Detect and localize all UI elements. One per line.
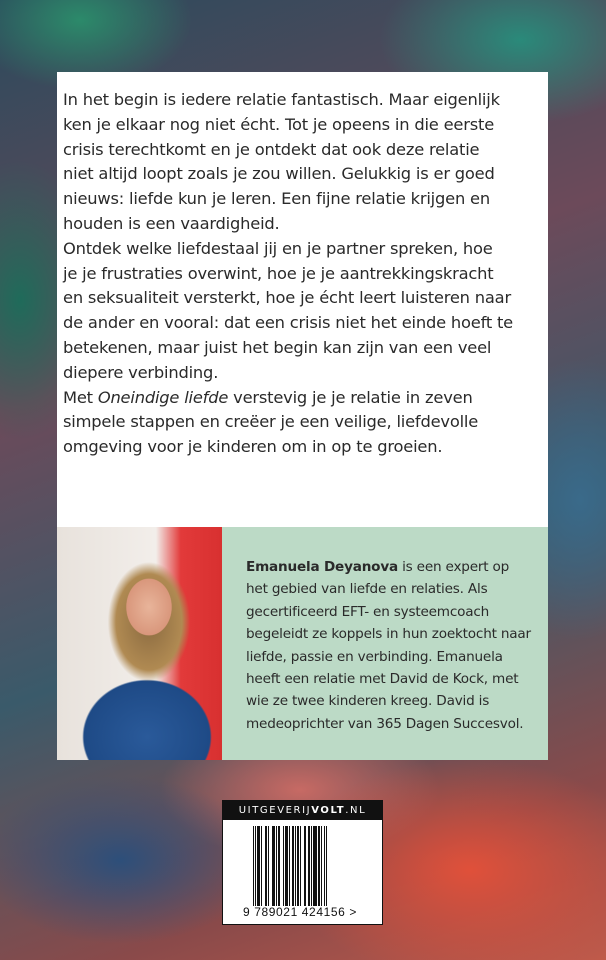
blurb-line: omgeving voor je kinderen om in op te groeien.: [63, 437, 443, 457]
blurb-line: houden is een vaardigheid.: [63, 213, 280, 233]
bio-line: liefde, passie en verbinding. Emanuela: [246, 648, 503, 665]
bio-line: het gebied van liefde en relaties. Als: [246, 581, 488, 598]
blurb-line: de ander en vooral: dat een crisis niet het einde hoeft te: [63, 313, 513, 333]
blurb-line: nieuws: liefde kun je leren. Een fijne relatie krijgen en: [63, 189, 490, 209]
blurb-line: In het begin is iedere relatie fantastisch. Maar eigenlijk: [63, 90, 500, 109]
bio-line: medeoprichter van 365 Dagen Succesvol.: [246, 715, 524, 732]
text: UITGEVERIJ: [238, 805, 312, 816]
publisher-url: [223, 801, 382, 820]
blurb-line: simpele stappen en creëer je een veilige, liefdevolle: [63, 412, 479, 432]
blurb-line: betekenen, maar juist het begin kan zijn van een veel: [63, 337, 492, 357]
text: .NL: [345, 805, 367, 816]
bio-line: gecertificeerd EFT- en systeemcoach: [246, 603, 490, 620]
bio-line: [246, 556, 531, 578]
author-photo: [57, 527, 222, 760]
book-title: Oneindige liefde: [97, 387, 229, 407]
text: Met: [63, 387, 98, 407]
bio-line: wie ze twee kinderen kreeg. David is: [246, 693, 490, 710]
author-bio: [246, 556, 531, 735]
blurb-text: [63, 88, 513, 460]
blurb-line: [63, 386, 513, 411]
author-name: Emanuela Deyanova: [246, 559, 398, 575]
blurb-line: Ontdek welke liefdestaal jij en je partner spreken, hoe: [63, 238, 493, 258]
barcode-bar: [327, 826, 328, 906]
blurb-line: je je frustraties overwint, hoe je je aantrekkingskracht: [63, 263, 494, 283]
isbn-number: 9 789021 424156 >: [243, 905, 357, 919]
barcode: [253, 826, 357, 906]
blurb-line: ken je elkaar nog niet écht. Tot je opeens in die eerste: [63, 114, 495, 134]
bio-line: begeleidt ze koppels in hun zoektocht naar: [246, 626, 531, 643]
blurb-line: en seksualiteit versterkt, hoe je écht leert luisteren naar: [63, 288, 511, 308]
text: VOLT: [311, 805, 346, 816]
blurb-line: niet altijd loopt zoals je zou willen. Gelukkig is er goed: [63, 164, 495, 184]
text: is een expert op: [397, 559, 510, 575]
blurb-line: diepere verbinding.: [63, 362, 219, 382]
text: verstevig je je relatie in zeven: [228, 387, 473, 407]
bio-line: heeft een relatie met David de Kock, met: [246, 670, 519, 687]
blurb-line: crisis terechtkomt en je ontdekt dat ook deze relatie: [63, 139, 480, 159]
barcode-block: [222, 800, 383, 925]
